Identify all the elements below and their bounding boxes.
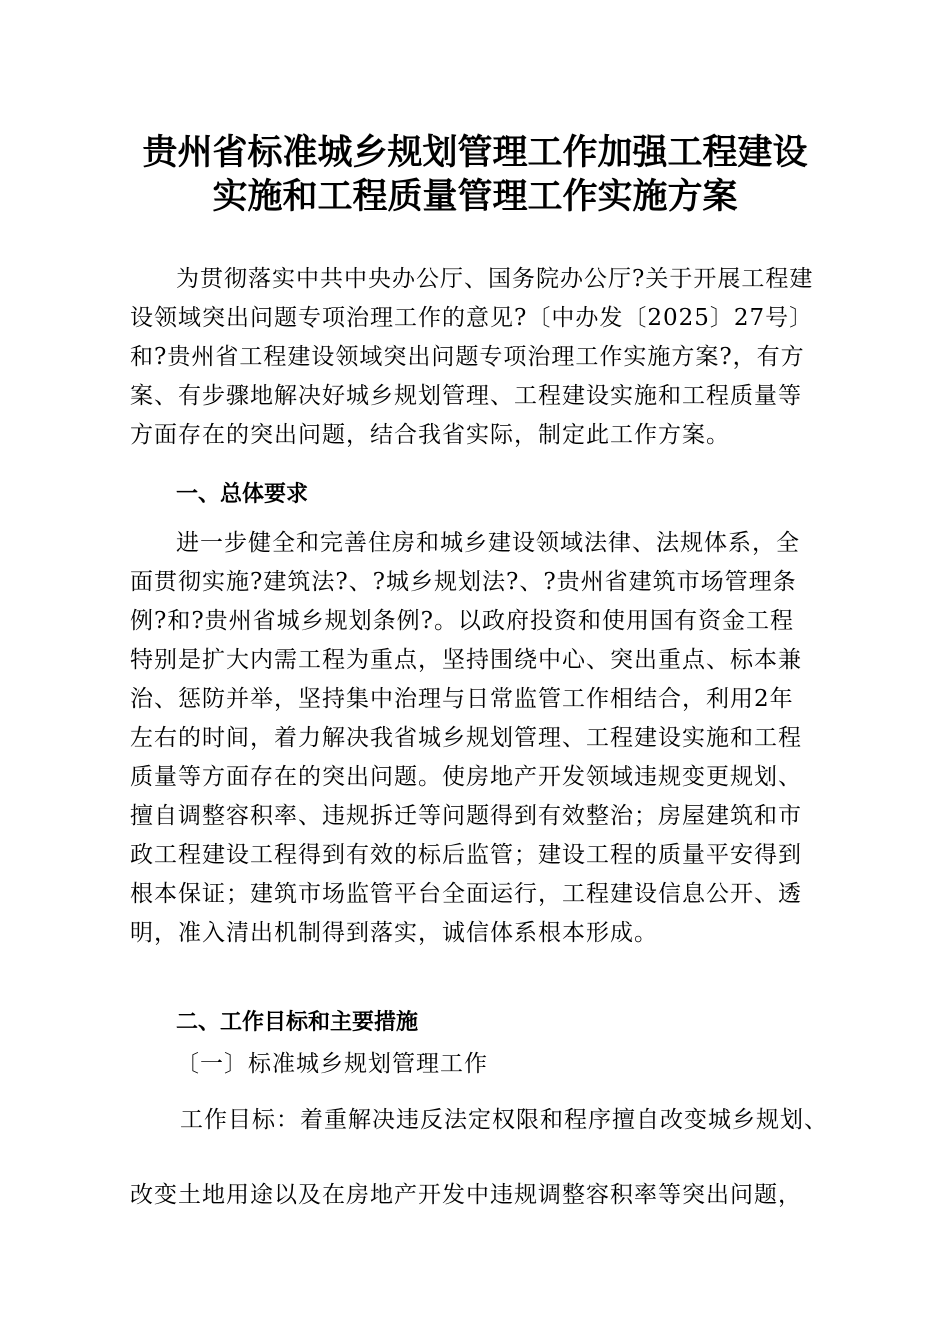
paragraph-line: 改变土地用途以及在房地产开发中违规调整容积率等突出问题， [130, 1182, 802, 1208]
paragraph-line: 为贯彻落实中共中央办公厅、国务院办公厅?关于开展工程建 [176, 266, 814, 292]
paragraph-line: 政工程建设工程得到有效的标后监管；建设工程的质量平安得到 [130, 842, 802, 868]
section-heading-overall-requirements: 一、总体要求 [176, 482, 309, 507]
document-title-line-2: 实施和工程质量管理工作实施方案 [212, 177, 738, 217]
paragraph-line: 进一步健全和完善住房和城乡建设领域法律、法规体系，全 [176, 530, 800, 556]
paragraph-line: 左右的时间，着力解决我省城乡规划管理、工程建设实施和工程 [130, 725, 802, 751]
paragraph-line: 设领域突出问题专项治理工作的意见?〔中办发〔2025〕27号〕 [130, 305, 814, 331]
paragraph-line: 擅自调整容积率、违规拆迁等问题得到有效整治；房屋建筑和市 [130, 803, 802, 829]
paragraph-line: 明，准入清出机制得到落实，诚信体系根本形成。 [130, 920, 658, 946]
paragraph-line: 例?和?贵州省城乡规划条例?。以政府投资和使用国有资金工程 [130, 608, 794, 634]
paragraph-line: 治、惩防并举，坚持集中治理与日常监管工作相结合，利用2年 [130, 686, 794, 712]
paragraph-line: 和?贵州省工程建设领域突出问题专项治理工作实施方案?，有方 [130, 344, 805, 370]
paragraph-line: 面贯彻实施?建筑法?、?城乡规划法?、?贵州省建筑市场管理条 [130, 569, 797, 595]
paragraph-line: 特别是扩大内需工程为重点，坚持围绕中心、突出重点、标本兼 [130, 647, 802, 673]
paragraph-line: 案、有步骤地解决好城乡规划管理、工程建设实施和工程质量等 [130, 383, 802, 409]
section-heading-goals-and-measures: 二、工作目标和主要措施 [176, 1010, 419, 1035]
document-title-line-1: 贵州省标准城乡规划管理工作加强工程建设 [142, 133, 808, 173]
paragraph-line: 质量等方面存在的突出问题。使房地产开发领域违规变更规划、 [130, 764, 802, 790]
paragraph-line: 工作目标：着重解决违反法定权限和程序擅自改变城乡规划、 [180, 1107, 828, 1133]
paragraph-line: 根本保证；建筑市场监管平台全面运行，工程建设信息公开、透 [130, 881, 802, 907]
paragraph-line: 方面存在的突出问题，结合我省实际，制定此工作方案。 [130, 422, 730, 448]
subsection-heading-planning-management: 〔一〕标准城乡规划管理工作 [176, 1051, 488, 1077]
